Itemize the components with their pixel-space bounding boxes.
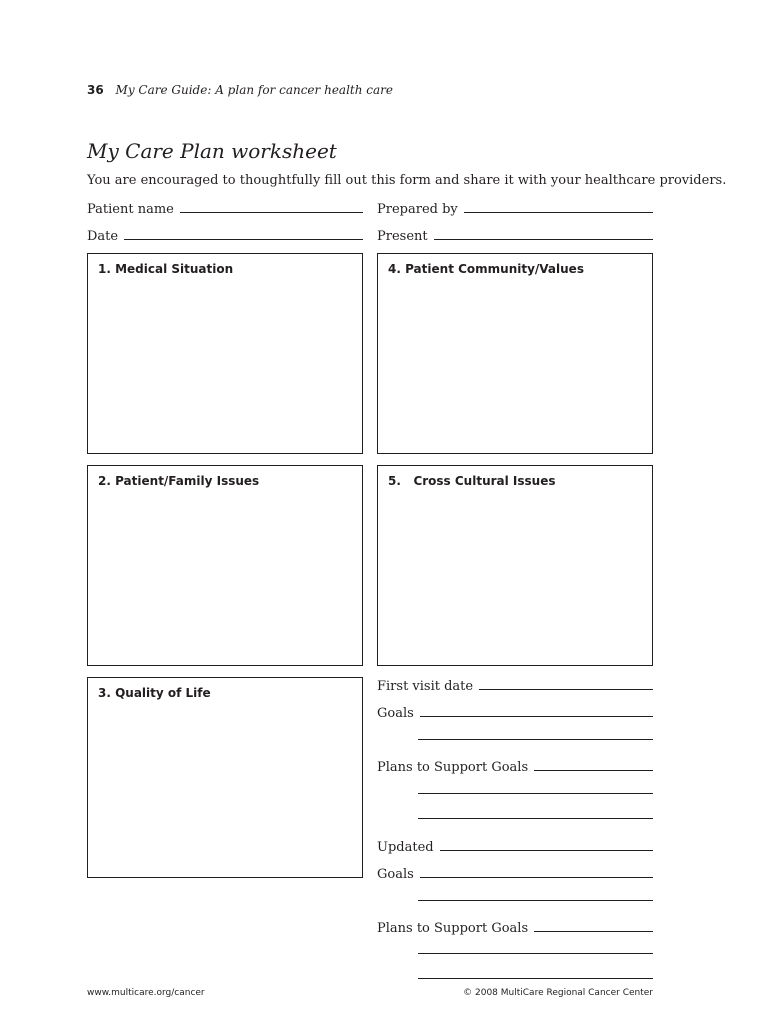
- patient-family-issues-box[interactable]: [87, 465, 363, 666]
- plans-line-2[interactable]: [418, 793, 653, 794]
- goals-field[interactable]: [377, 703, 653, 721]
- date-label: Date: [87, 229, 119, 244]
- cross-cultural-issues-box[interactable]: [377, 465, 653, 666]
- footer-url: www.multicare.org/cancer: [87, 988, 205, 998]
- goals-label: Goals: [377, 706, 414, 721]
- plans-to-support-goals-line[interactable]: [534, 770, 653, 771]
- plans-2-line-2[interactable]: [418, 953, 653, 954]
- goals-line-2[interactable]: [418, 739, 653, 740]
- page-number: 36: [87, 83, 104, 97]
- medical-situation-box[interactable]: [87, 253, 363, 454]
- date-line[interactable]: [124, 239, 363, 240]
- plans-to-support-goals-field[interactable]: [377, 757, 653, 775]
- plans-to-support-goals-2-line[interactable]: [534, 931, 653, 932]
- quality-of-life-title: 3. Quality of Life: [98, 686, 211, 700]
- patient-community-values-title: 4. Patient Community/Values: [388, 262, 584, 276]
- goals-line[interactable]: [420, 716, 653, 717]
- running-header: [87, 83, 393, 97]
- patient-family-issues-title: 2. Patient/Family Issues: [98, 474, 260, 488]
- patient-name-field[interactable]: [87, 199, 363, 217]
- goals-2-line-2[interactable]: [418, 900, 653, 901]
- goals-2-label: Goals: [377, 867, 414, 882]
- intro-text: You are encouraged to thoughtfully fill out this form and share it with your healthcare providers.: [87, 173, 727, 188]
- date-field[interactable]: [87, 226, 363, 244]
- updated-field[interactable]: [377, 837, 653, 855]
- first-visit-date-field[interactable]: [377, 676, 653, 694]
- footer-copyright: © 2008 MultiCare Regional Cancer Center: [463, 988, 653, 998]
- updated-line[interactable]: [440, 850, 653, 851]
- first-visit-date-label: First visit date: [377, 679, 474, 694]
- guide-title: My Care Guide: A plan for cancer health care: [115, 83, 393, 97]
- cross-cultural-issues-title: 5. Cross Cultural Issues: [388, 474, 556, 488]
- page-title: My Care Plan worksheet: [87, 139, 337, 163]
- quality-of-life-box[interactable]: [87, 677, 363, 878]
- plans-to-support-goals-label: Plans to Support Goals: [377, 760, 529, 775]
- patient-community-values-box[interactable]: [377, 253, 653, 454]
- present-line[interactable]: [434, 239, 653, 240]
- updated-label: Updated: [377, 840, 434, 855]
- goals-2-field[interactable]: [377, 864, 653, 882]
- first-visit-date-line[interactable]: [479, 689, 653, 690]
- plans-to-support-goals-2-label: Plans to Support Goals: [377, 921, 529, 936]
- prepared-by-label: Prepared by: [377, 202, 458, 217]
- prepared-by-field[interactable]: [377, 199, 653, 217]
- medical-situation-title: 1. Medical Situation: [98, 262, 234, 276]
- patient-name-line[interactable]: [180, 212, 363, 213]
- patient-name-label: Patient name: [87, 202, 174, 217]
- prepared-by-line[interactable]: [464, 212, 653, 213]
- plans-line-3[interactable]: [418, 818, 653, 819]
- present-field[interactable]: [377, 226, 653, 244]
- present-label: Present: [377, 229, 428, 244]
- plans-2-line-3[interactable]: [418, 978, 653, 979]
- goals-2-line[interactable]: [420, 877, 653, 878]
- plans-to-support-goals-2-field[interactable]: [377, 918, 653, 936]
